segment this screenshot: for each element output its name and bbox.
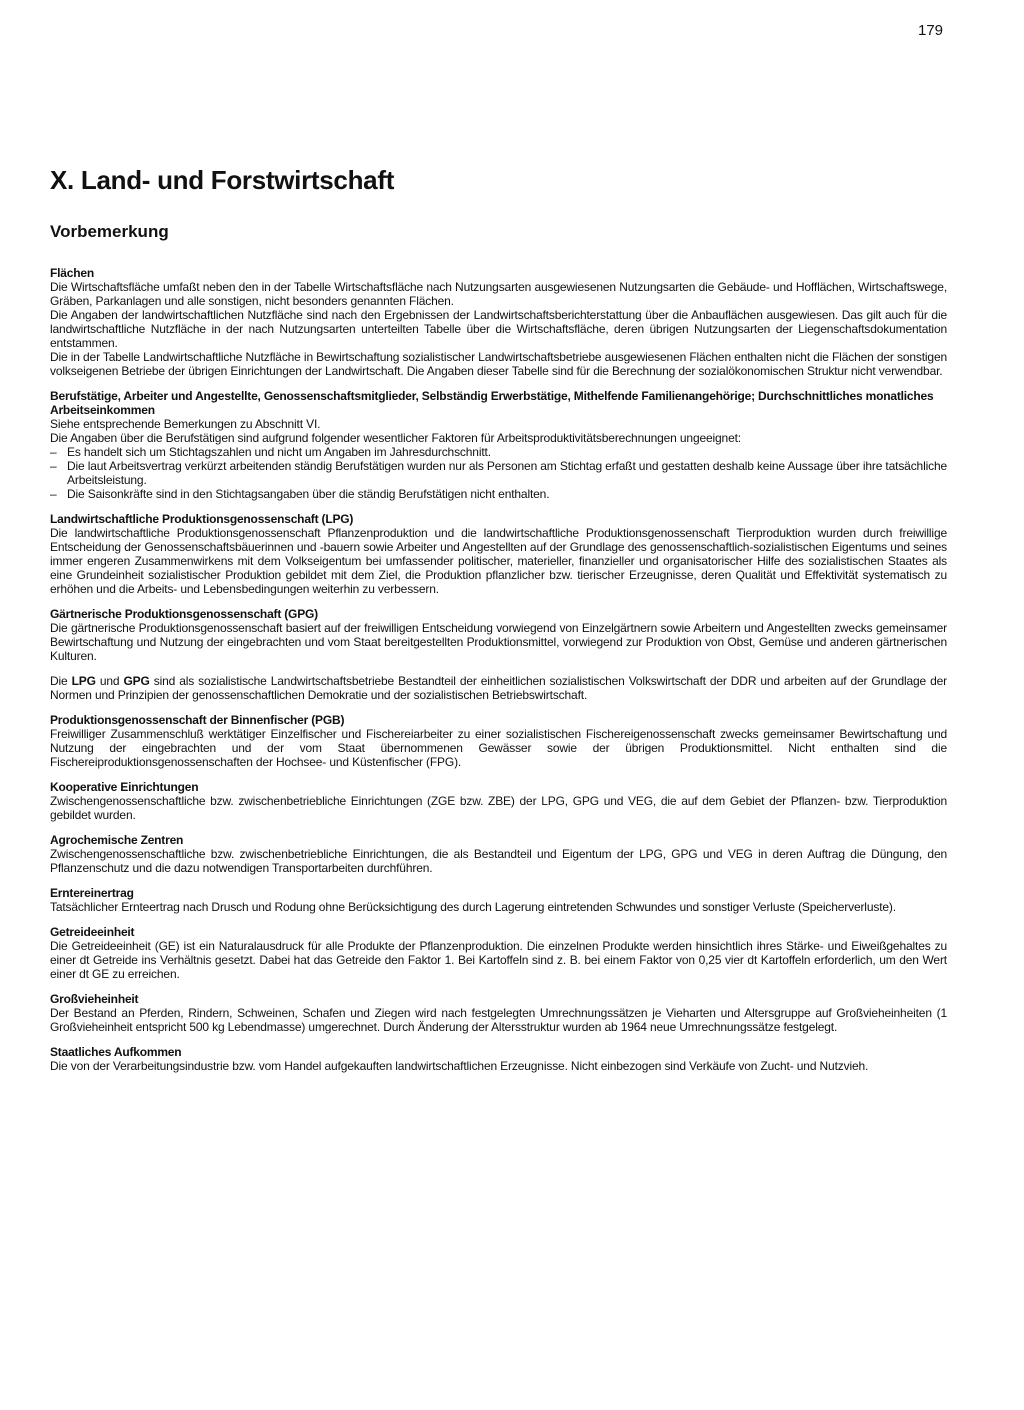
section-grossvieheinheit [50, 992, 947, 1034]
page-number: 179 [918, 22, 944, 39]
text-run: und [95, 674, 124, 688]
bullet-item [50, 445, 947, 459]
paragraph: Zwischengenossenschaftliche bzw. zwischenbetriebliche Einrichtungen, die als Bestandteil und Eigentum der LPG, GPG und VEG in deren Auftrag die Düngung, den Pflanzenschutz und die dazu notwendigen Transportarbeiten durchführen. [50, 847, 947, 875]
paragraph: Die Angaben der landwirtschaftlichen Nutzfläche sind nach den Ergebnissen der Landwirtschaftsberichterstattung über die Anbauflächen ausgewiesen. Das gilt auch für die landwirtschaftliche Nutzfläche in der nach Nutzungsarten unterteilten Tabelle über die Wirtschaftsfläche, deren übrigen Nutzungsarten der Liegenschaftsdokumentation entstammen. [50, 308, 947, 350]
dash-marker: – [50, 459, 57, 473]
bullet-text: Es handelt sich um Stichtagszahlen und nicht um Angaben im Jahresdurchschnitt. [67, 445, 491, 459]
section-heading: Landwirtschaftliche Produktionsgenossenschaft (LPG) [50, 512, 354, 526]
section-berufstaetige [50, 389, 947, 501]
paragraph: Freiwilliger Zusammenschluß werktätiger Einzelfischer und Fischereiarbeiter zu einer sozialistischen Fischereigenossenschaft zwecks gemeinsamer Bewirtschaftung und Nutzung der eingebrachten und der vom Staat übernommenen Gewässer sowie der übrigen Produktionsmittel. Nicht enthalten sind die Fischereiproduktionsgenossenschaften der Hochsee- und Küstenfischer (FPG). [50, 727, 947, 769]
bullet-item [50, 487, 947, 501]
section-heading: Produktionsgenossenschaft der Binnenfischer (PGB) [50, 713, 345, 727]
section-heading: Gärtnerische Produktionsgenossenschaft (GPG) [50, 607, 318, 621]
section-heading: Getreideeinheit [50, 925, 135, 939]
bullet-text: Die Saisonkräfte sind in den Stichtagsangaben über die ständig Berufstätigen nicht enthalten. [67, 487, 550, 501]
text-run: sind als sozialistische Landwirtschaftsbetriebe Bestandteil der einheitlichen sozialistischen Volkswirtschaft der DDR und arbeiten auf der Grundlage der Normen und Prinzipien der genossenschaftlichen Demokratie und der sozialistischen Betriebswirtschaft. [50, 674, 947, 702]
paragraph: Der Bestand an Pferden, Rindern, Schweinen, Schafen und Ziegen wird nach festgelegten Umrechnungssätzen je Vieharten und Altersgruppe auf Großvieheinheiten (1 Großvieheinheit entspricht 500 kg Lebendmasse) umgerechnet. Durch Änderung der Altersstruktur wurden ab 1964 neue Umrechnungssätze festgelegt. [50, 1006, 947, 1034]
paragraph: Die in der Tabelle Landwirtschaftliche Nutzfläche in Bewirtschaftung sozialistischer Landwirtschaftsbetriebe ausgewiesenen Flächen enthalten nicht die Flächen der sonstigen volkseigenen Betriebe der übrigen Einrichtungen der Landwirtschaft. Die Angaben dieser Tabelle sind für die Berechnung der sozialökonomischen Struktur nicht verwendbar. [50, 350, 947, 378]
section-kooperative [50, 780, 947, 822]
section-heading: Agrochemische Zentren [50, 833, 184, 847]
paragraph [50, 674, 947, 702]
section-gpg [50, 607, 947, 702]
paragraph: Die Wirtschaftsfläche umfaßt neben den in der Tabelle Wirtschaftsfläche nach Nutzungsarten ausgewiesenen Nutzungsarten die Gebäude- und Hofflächen, Wirtschaftswege, Gräben, Parkanlagen und alle sonstigen, nicht besonders genannten Flächen. [50, 280, 947, 308]
text-run: Die [50, 674, 72, 688]
paragraph: Die landwirtschaftliche Produktionsgenossenschaft Pflanzenproduktion und die landwirtschaftliche Produktionsgenossenschaft Tierproduktion wurden durch freiwillige Entscheidung der Genossenschaftsbäuerinnen und -bauern sowie Arbeiter und Angestellten auf der Grundlage des genossenschaftlich-sozialistischen Eigentums und seines immer engeren Zusammenwirkens mit dem Volkseigentum bei umfassender politischer, materieller, finanzieller und organisatorischer Hilfe des sozialistischen Staates als eine Grundeinheit sozialistischer Produktion gebildet mit dem Ziel, die Produktion pflanzlicher bzw. tierischer Erzeugnisse, deren Qualität und Effektivität systematisch zu erhöhen und die Arbeits- und Lebensbedingungen weiterhin zu verbessern. [50, 526, 947, 596]
paragraph: Die Angaben über die Berufstätigen sind aufgrund folgender wesentlicher Faktoren für Arbeitsproduktivitätsberechnungen ungeeignet: [50, 431, 741, 445]
paragraph: Zwischengenossenschaftliche bzw. zwischenbetriebliche Einrichtungen (ZGE bzw. ZBE) der LPG, GPG und VEG, die auf dem Gebiet der Pflanzen- bzw. Tierproduktion gebildet wurden. [50, 794, 947, 822]
paragraph: Siehe entsprechende Bemerkungen zu Abschnitt VI. [50, 417, 321, 431]
section-agrochemische [50, 833, 947, 875]
paragraph: Die von der Verarbeitungsindustrie bzw. vom Handel aufgekauften landwirtschaftlichen Erzeugnisse. Nicht einbezogen sind Verkäufe von Zucht- und Nutzvieh. [50, 1059, 869, 1073]
section-aufkommen [50, 1045, 947, 1073]
section-flaechen [50, 266, 947, 378]
bullet-text: Die laut Arbeitsvertrag verkürzt arbeitenden ständig Berufstätigen wurden nur als Personen am Stichtag erfaßt und gestatten deshalb keine Aussage über ihre tatsächliche Arbeitsleistung. [67, 459, 947, 487]
bold-term-lpg: LPG [71, 674, 96, 688]
section-pgb [50, 713, 947, 769]
paragraph: Tatsächlicher Ernteertrag nach Drusch und Rodung ohne Berücksichtigung des durch Lagerung eintretenden Schwundes und sonstiger Verluste (Speicherverluste). [50, 900, 896, 914]
bullet-item [50, 459, 947, 487]
section-heading: Berufstätige, Arbeiter und Angestellte, Genossenschaftsmitglieder, Selbständig Erwerbstätige, Mithelfende Familienangehörige; Durchschnittliches monatliches Arbeitseinkommen [50, 389, 934, 417]
paragraph: Die Getreideeinheit (GE) ist ein Naturalausdruck für alle Produkte der Pflanzenproduktion. Die einzelnen Produkte werden hinsichtlich ihres Stärke- und Eiweißgehaltes zu einer dt Getreide ins Verhältnis gesetzt. Dabei hat das Getreide den Faktor 1. Bei Kartoffeln sind z. B. bei einem Faktor von 0,25 vier dt Kartoffeln erforderlich, um den Wert einer dt GE zu erreichen. [50, 939, 947, 981]
section-heading: Kooperative Einrichtungen [50, 780, 199, 794]
chapter-title: X. Land- und Forstwirtschaft [50, 165, 395, 195]
bold-term-gpg: GPG [123, 674, 150, 688]
section-title: Vorbemerkung [50, 222, 169, 241]
section-getreideeinheit [50, 925, 947, 981]
paragraph: Die gärtnerische Produktionsgenossenschaft basiert auf der freiwilligen Entscheidung vorwiegend von Einzelgärtnern sowie Arbeitern und Angestellten zwecks gemeinsamer Bewirtschaftung und Nutzung der eingebrachten und vom Staat bereitgestellten Produktionsmittel, vorwiegend zur Produktion von Obst, Gemüse und anderen gärtnerischen Kulturen. [50, 621, 947, 663]
dash-marker: – [50, 445, 57, 459]
document-body [50, 266, 947, 1084]
section-heading: Flächen [50, 266, 94, 280]
dash-marker: – [50, 487, 57, 501]
section-heading: Großvieheinheit [50, 992, 139, 1006]
section-heading: Erntereinertrag [50, 886, 134, 900]
section-erntereinertrag [50, 886, 947, 914]
section-heading: Staatliches Aufkommen [50, 1045, 182, 1059]
section-lpg [50, 512, 947, 596]
